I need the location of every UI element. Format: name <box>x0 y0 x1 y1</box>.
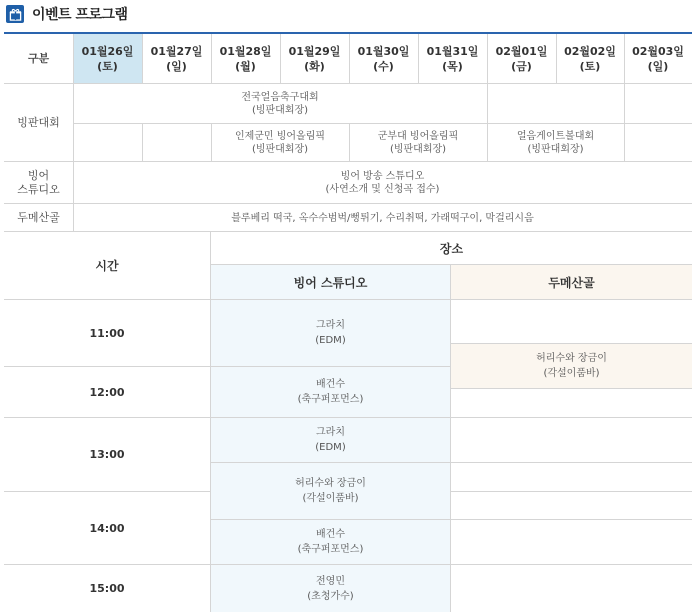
label-line: 스튜디오 <box>17 182 60 196</box>
event-dumesangol-food[interactable]: 블루베리 떡국, 옥수수범벅/뻥튀기, 수리취떡, 가래떡구이, 막걸리시음 <box>231 212 534 224</box>
performer-name: 그라치 <box>316 427 345 438</box>
performance-type: (각설이품바) <box>543 368 600 379</box>
event-national-ice-soccer[interactable] <box>73 84 487 123</box>
gift-icon <box>6 5 24 23</box>
date-header-0203[interactable] <box>624 34 692 83</box>
place-header: 장소 <box>210 232 692 265</box>
studio-performance[interactable] <box>210 417 450 462</box>
date-header-0127[interactable] <box>142 34 211 83</box>
dumesangol-label: 두메산골 <box>4 204 73 232</box>
time-slot: 11:00 <box>4 299 210 366</box>
performance-type: (EDM) <box>315 442 346 453</box>
studio-performance[interactable] <box>210 519 450 564</box>
date-label: 01월27일 <box>150 44 203 58</box>
time-slot: 14:00 <box>4 491 210 564</box>
date-header-0128[interactable] <box>211 34 280 83</box>
divider <box>73 34 74 83</box>
weekday-label: (토) <box>97 59 118 73</box>
date-header-0126[interactable] <box>73 34 142 83</box>
performer-name: 전영민 <box>316 575 345 587</box>
dumesangol-empty-slot <box>450 519 692 564</box>
date-label: 01월31일 <box>426 44 479 58</box>
studio-performance[interactable] <box>210 564 450 612</box>
divider <box>556 34 557 83</box>
event-smelt-broadcast-studio[interactable] <box>73 162 692 203</box>
studio-performance[interactable] <box>210 366 450 417</box>
divider <box>211 34 212 83</box>
time-venue-table <box>4 231 692 611</box>
date-header-0129[interactable] <box>280 34 349 83</box>
dumesangol-row <box>4 204 692 232</box>
ice-contest-label: 빙판대회 <box>4 84 73 161</box>
event-note: (사연소개 및 신청곡 접수) <box>325 183 440 195</box>
event-place: (빙판대회장) <box>251 144 309 155</box>
category-header: 구분 <box>4 34 73 83</box>
event-title: 군부대 빙어올림픽 <box>377 131 459 142</box>
dumesangol-empty-slot <box>450 491 692 519</box>
venue-studio-header: 빙어 스튜디오 <box>210 265 450 299</box>
date-header-0130[interactable] <box>349 34 418 83</box>
time-header: 시간 <box>95 259 119 273</box>
dumesangol-empty-slot <box>450 417 692 462</box>
studio-performance[interactable] <box>210 299 450 366</box>
divider <box>142 34 143 83</box>
performance-type: (축구퍼포먼스) <box>297 544 364 555</box>
divider <box>624 84 625 123</box>
weekday-label: (화) <box>304 59 325 73</box>
performance-type: (각설이품바) <box>302 493 359 504</box>
weekday-label: (토) <box>579 59 601 73</box>
event-title: 얼음게이트볼대회 <box>516 131 595 142</box>
dumesangol-empty-slot <box>450 299 692 343</box>
weekday-label: (수) <box>373 59 394 73</box>
performer-name: 배건수 <box>316 379 345 390</box>
divider <box>280 34 281 83</box>
performer-name: 허리수와 장금이 <box>536 353 607 364</box>
time-slot: 12:00 <box>4 366 210 417</box>
studio-performance[interactable] <box>210 462 450 519</box>
event-title: 인제군민 빙어올림픽 <box>234 131 326 142</box>
dumesangol-empty-slot <box>450 388 692 417</box>
event-title: 전국얼음축구대회 <box>241 91 319 103</box>
divider <box>624 34 625 83</box>
ice-contest-row <box>4 84 692 162</box>
page-header <box>6 4 128 24</box>
event-title: 빙어 방송 스튜디오 <box>340 170 425 182</box>
event-ice-gateball[interactable] <box>487 124 624 162</box>
date-schedule-table <box>4 32 692 230</box>
performance-type: (축구퍼포먼스) <box>297 394 364 405</box>
weekday-label: (일) <box>166 59 187 73</box>
event-inje-smelt-olympic[interactable] <box>211 124 349 162</box>
weekday-label: (일) <box>647 59 669 73</box>
divider <box>349 34 350 83</box>
divider <box>142 124 143 162</box>
date-header-row <box>4 34 692 84</box>
time-slot: 15:00 <box>4 564 210 612</box>
performer-name: 배건수 <box>316 529 345 540</box>
date-header-0202[interactable] <box>556 34 624 83</box>
page-title: 이벤트 프로그램 <box>32 7 128 23</box>
divider <box>624 124 625 162</box>
date-header-0201[interactable] <box>487 34 556 83</box>
divider <box>418 34 419 83</box>
event-military-smelt-olympic[interactable] <box>349 124 487 162</box>
performance-type: (EDM) <box>315 335 346 346</box>
date-label: 02월03일 <box>632 44 684 58</box>
label-line: 빙어 <box>27 168 50 182</box>
event-place: (빙판대회장) <box>527 144 584 155</box>
studio-row <box>4 162 692 204</box>
date-label: 01월29일 <box>288 44 341 58</box>
date-label: 01월26일 <box>81 44 134 58</box>
studio-label <box>4 162 73 203</box>
date-label: 02월02일 <box>564 44 616 58</box>
event-place: (빙판대회장) <box>389 144 447 155</box>
dumesangol-empty-slot <box>450 462 692 491</box>
date-header-0131[interactable] <box>418 34 487 83</box>
date-label: 02월01일 <box>495 44 548 58</box>
dumesangol-performance[interactable] <box>450 343 692 388</box>
weekday-label: (목) <box>442 59 463 73</box>
performer-name: 허리수와 장금이 <box>295 478 366 489</box>
performance-type: (초청가수) <box>307 590 354 602</box>
performer-name: 그라치 <box>316 320 345 331</box>
divider <box>487 84 488 123</box>
weekday-label: (월) <box>235 59 256 73</box>
venue-dumesangol-header: 두메산골 <box>450 265 692 299</box>
date-label: 01월28일 <box>219 44 272 58</box>
event-place: (빙판대회장) <box>251 104 309 116</box>
dumesangol-empty-slot <box>450 564 692 612</box>
time-slot: 13:00 <box>4 417 210 491</box>
weekday-label: (금) <box>511 59 532 73</box>
date-label: 01월30일 <box>357 44 410 58</box>
divider <box>487 34 488 83</box>
